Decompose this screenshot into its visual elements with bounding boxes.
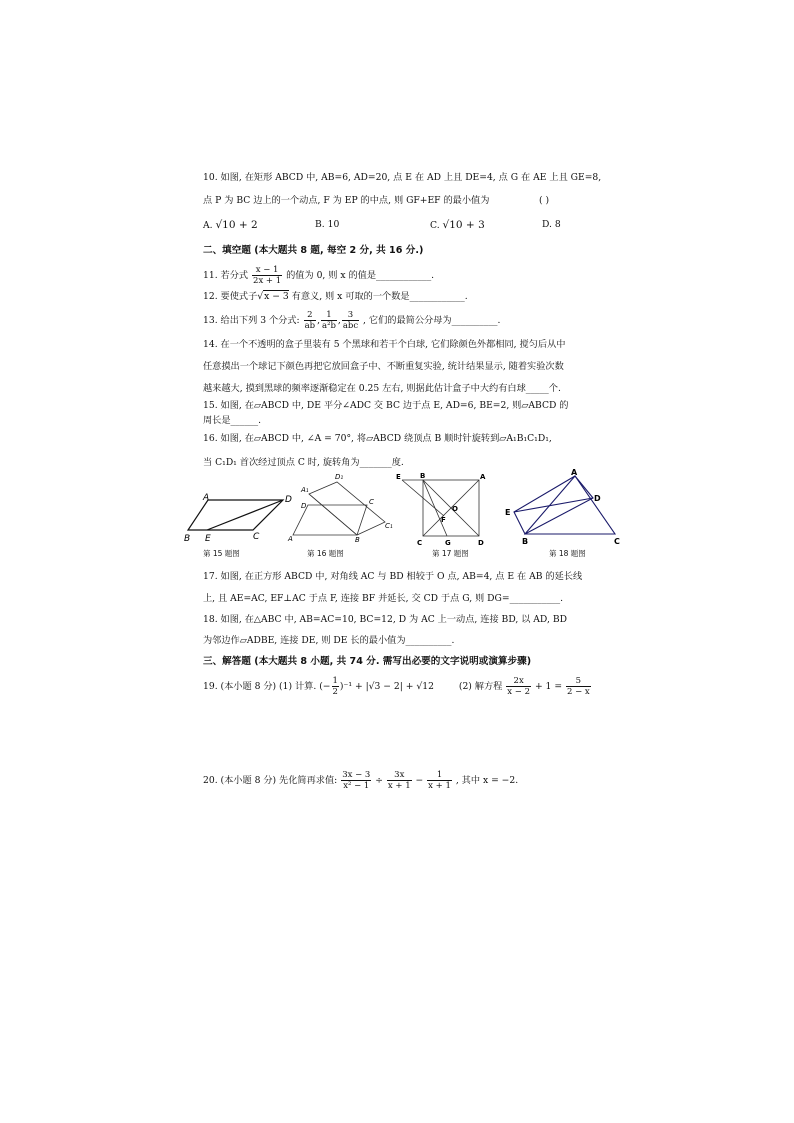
q10-option-a[interactable]: [203, 220, 258, 231]
fig18-label-c: C: [614, 537, 620, 546]
q10-option-c-value: √10 + 3: [442, 219, 485, 231]
q10-stem: 点 P 为 BC 边上的一个动点, F 为 EP 的中点, 则 GF+EF 的最小值为: [203, 195, 490, 206]
q13-f3-den: abc: [342, 321, 359, 331]
fig16-label-d1: D₁: [335, 473, 344, 481]
figure-16: [285, 470, 395, 545]
q20-frac-1: [341, 770, 371, 791]
fig15-segment-de: [207, 500, 283, 530]
q20: [203, 770, 518, 791]
q19-mid: )⁻¹ + |√3 − 2| + √12: [339, 681, 434, 692]
q14-line1: 14. 在一个不透明的盒子里装有 5 个黑球和若干个白球, 它们除颜色外都相同, 搅匀后从中: [203, 339, 566, 350]
q19-plus: + 1 =: [534, 681, 563, 692]
q13-f1-den: ab: [304, 321, 316, 331]
fig17-label-d: D: [478, 539, 484, 547]
fig15-label-c: C: [253, 532, 260, 542]
q12-post: 有意义, 则 x 可取的一个数是____________.: [291, 291, 468, 302]
q19-half: [332, 676, 339, 697]
q11-numerator: x − 1: [252, 265, 282, 276]
figure-15: [183, 488, 293, 548]
fig17-label-b: B: [420, 472, 426, 480]
q15-line2: 周长是______.: [203, 415, 262, 426]
q12-radicand: x − 3: [264, 291, 289, 302]
fig16-label-d: D: [301, 502, 307, 510]
q20-post: , 其中 x = −2.: [455, 775, 519, 786]
q19-e1-num: 2x: [506, 676, 531, 687]
q12: [203, 291, 468, 303]
fig18-label-d: D: [594, 494, 601, 503]
q12-pre: 12. 要使式子: [203, 291, 258, 302]
q19: [203, 676, 592, 697]
q20-f1-den: x² − 1: [343, 781, 370, 791]
q13-fraction-2: [321, 310, 337, 331]
q20-f3-den: x + 1: [428, 781, 451, 791]
fig16-label-a: A: [288, 535, 293, 543]
q11-post: 的值为 0, 则 x 的值是____________.: [286, 270, 435, 281]
q19-e2-num: 5: [566, 676, 591, 687]
q10-option-b[interactable]: B. 10: [315, 219, 340, 230]
fig17-label-g: G: [445, 539, 451, 547]
fig17-label-c: C: [417, 539, 423, 547]
fig15-caption: 第 15 题图: [203, 549, 240, 558]
fig18-label-a: A: [571, 468, 578, 477]
q10-line2: [203, 195, 550, 207]
fig18-label-b: B: [522, 537, 529, 546]
fig15-label-d: D: [285, 495, 292, 505]
fig15-label-b: B: [184, 534, 191, 544]
q18-line2: 为邻边作▱ADBE, 连接 DE, 则 DE 长的最小值为__________.: [203, 635, 455, 646]
q13-f1-num: 2: [304, 310, 317, 321]
fig16-label-b: B: [355, 536, 360, 544]
q11-fraction: [252, 265, 282, 286]
q20-div: ÷: [375, 775, 383, 786]
figure-18: [500, 466, 630, 548]
fig17-label-a: A: [480, 473, 486, 481]
q10-option-d[interactable]: D. 8: [542, 219, 561, 230]
q11-pre: 11. 若分式: [203, 270, 249, 281]
fig16-diagonal: [309, 494, 357, 535]
q10-option-c-label: C.: [430, 220, 440, 231]
q14-line3: 越来越大, 摸到黑球的频率逐渐稳定在 0.25 左右, 则据此估计盒子中大约有白球_____个.: [203, 383, 561, 394]
q19-e1-den: x − 2: [507, 687, 531, 697]
q19-eq-frac-2: [566, 676, 591, 697]
q13-post: , 它们的最简公分母为__________.: [363, 315, 501, 326]
q20-f2-num: 3x: [387, 770, 412, 781]
q13-f2-num: 1: [321, 310, 337, 321]
q11-denominator: 2x + 1: [253, 276, 282, 286]
q10-answer-bracket: ( ): [539, 195, 550, 206]
q15-line1: 15. 如图, 在▱ABCD 中, DE 平分∠ADC 交 BC 边于点 E, AD=6, BE=2, 则▱ABCD 的: [203, 400, 569, 411]
fig16-label-c: C: [369, 498, 374, 506]
q16-line1: 16. 如图, 在▱ABCD 中, ∠A = 70°, 将▱ABCD 绕顶点 B 顺时针旋转到▱A₁B₁C₁D₁,: [203, 433, 552, 444]
q19-eq-frac-1: [506, 676, 531, 697]
fig16-rotated-parallelogram: [309, 482, 385, 535]
fig17-label-o: O: [452, 505, 458, 513]
q13-fraction-1: [304, 310, 317, 331]
fig17-label-e: E: [396, 473, 401, 481]
fig16-label-c1: C₁: [385, 522, 393, 530]
q20-f3-num: 1: [427, 770, 452, 781]
section-2-heading: 二、填空题 (本大题共 8 题, 每空 2 分, 共 16 分.): [203, 245, 424, 256]
q10-line1: 10. 如图, 在矩形 ABCD 中, AB=6, AD=20, 点 E 在 AD 上且 DE=4, 点 G 在 AE 上且 GE=8,: [203, 172, 602, 183]
q19-half-den: 2: [332, 687, 338, 697]
q19-e2-den: 2 − x: [566, 687, 590, 697]
figure-17: [392, 468, 497, 548]
sqrt-icon: √: [257, 291, 264, 302]
q10-options: [203, 219, 593, 232]
q19-half-num: 1: [332, 676, 338, 686]
q20-frac-2: [387, 770, 412, 791]
q16-line2: 当 C₁D₁ 首次经过顶点 C 时, 旋转角为_______度.: [203, 457, 404, 468]
fig17-segment-bg: [423, 480, 447, 536]
fig17-label-f: F: [441, 516, 446, 524]
fig17-caption: 第 17 题图: [432, 549, 469, 558]
q17-line1: 17. 如图, 在正方形 ABCD 中, 对角线 AC 与 BD 相较于 O 点, AB=4, 点 E 在 AB 的延长线: [203, 571, 583, 582]
fig16-label-a1: A₁: [301, 486, 309, 494]
fig18-caption: 第 18 题图: [549, 549, 586, 558]
q20-minus: −: [415, 775, 424, 786]
q13: 13. 给出下列 3 个分式: $\frac{2}{ab}$ , $\frac{1}{\text{a²b}}$ , $\frac{3}{\text{abc}}$ , 它们的最简公分母为__________.: [203, 310, 501, 331]
q13-pre: 13. 给出下列 3 个分式:: [203, 315, 300, 326]
q19-pre: 19. (本小题 8 分) (1) 计算. (−: [203, 681, 331, 692]
fig16-caption: 第 16 题图: [307, 549, 344, 558]
fig18-triangle: [525, 476, 615, 534]
q17-line2: 上, 且 AE=AC, EF⊥AC 于点 F, 连接 BF 并延长, 交 CD 于点 G, 则 DG=___________.: [203, 593, 564, 604]
q19-part2: (2) 解方程: [458, 681, 503, 692]
q20-f2-den: x + 1: [387, 781, 411, 791]
q10-option-a-label: A.: [203, 220, 213, 231]
q10-option-a-value: √10 + 2: [215, 219, 258, 231]
section-3-heading: 三、解答题 (本大题共 8 小题, 共 74 分. 需写出必要的文字说明或演算步骤): [203, 656, 532, 667]
q10-option-c[interactable]: [430, 219, 485, 232]
fig15-parallelogram: [188, 500, 283, 530]
q11: [203, 265, 434, 286]
q20-f1-num: 3x − 3: [342, 770, 371, 780]
fig15-label-a: A: [203, 493, 210, 503]
q13-f2-den: a²b: [322, 321, 336, 331]
q13-f3-num: 3: [342, 310, 359, 321]
q13-fraction-3: [342, 310, 359, 331]
fig18-label-e: E: [505, 508, 511, 517]
q20-pre: 20. (本小题 8 分) 先化简再求值:: [203, 775, 338, 786]
q18-line1: 18. 如图, 在△ABC 中, AB=AC=10, BC=12, D 为 AC 上一动点, 连接 BD, 以 AD, BD: [203, 614, 567, 625]
q14-line2: 任意摸出一个球记下颜色再把它放回盒子中、不断重复实验, 统计结果显示, 随着实验次数: [203, 361, 564, 372]
q20-frac-3: [427, 770, 452, 791]
fig15-label-e: E: [205, 534, 211, 544]
